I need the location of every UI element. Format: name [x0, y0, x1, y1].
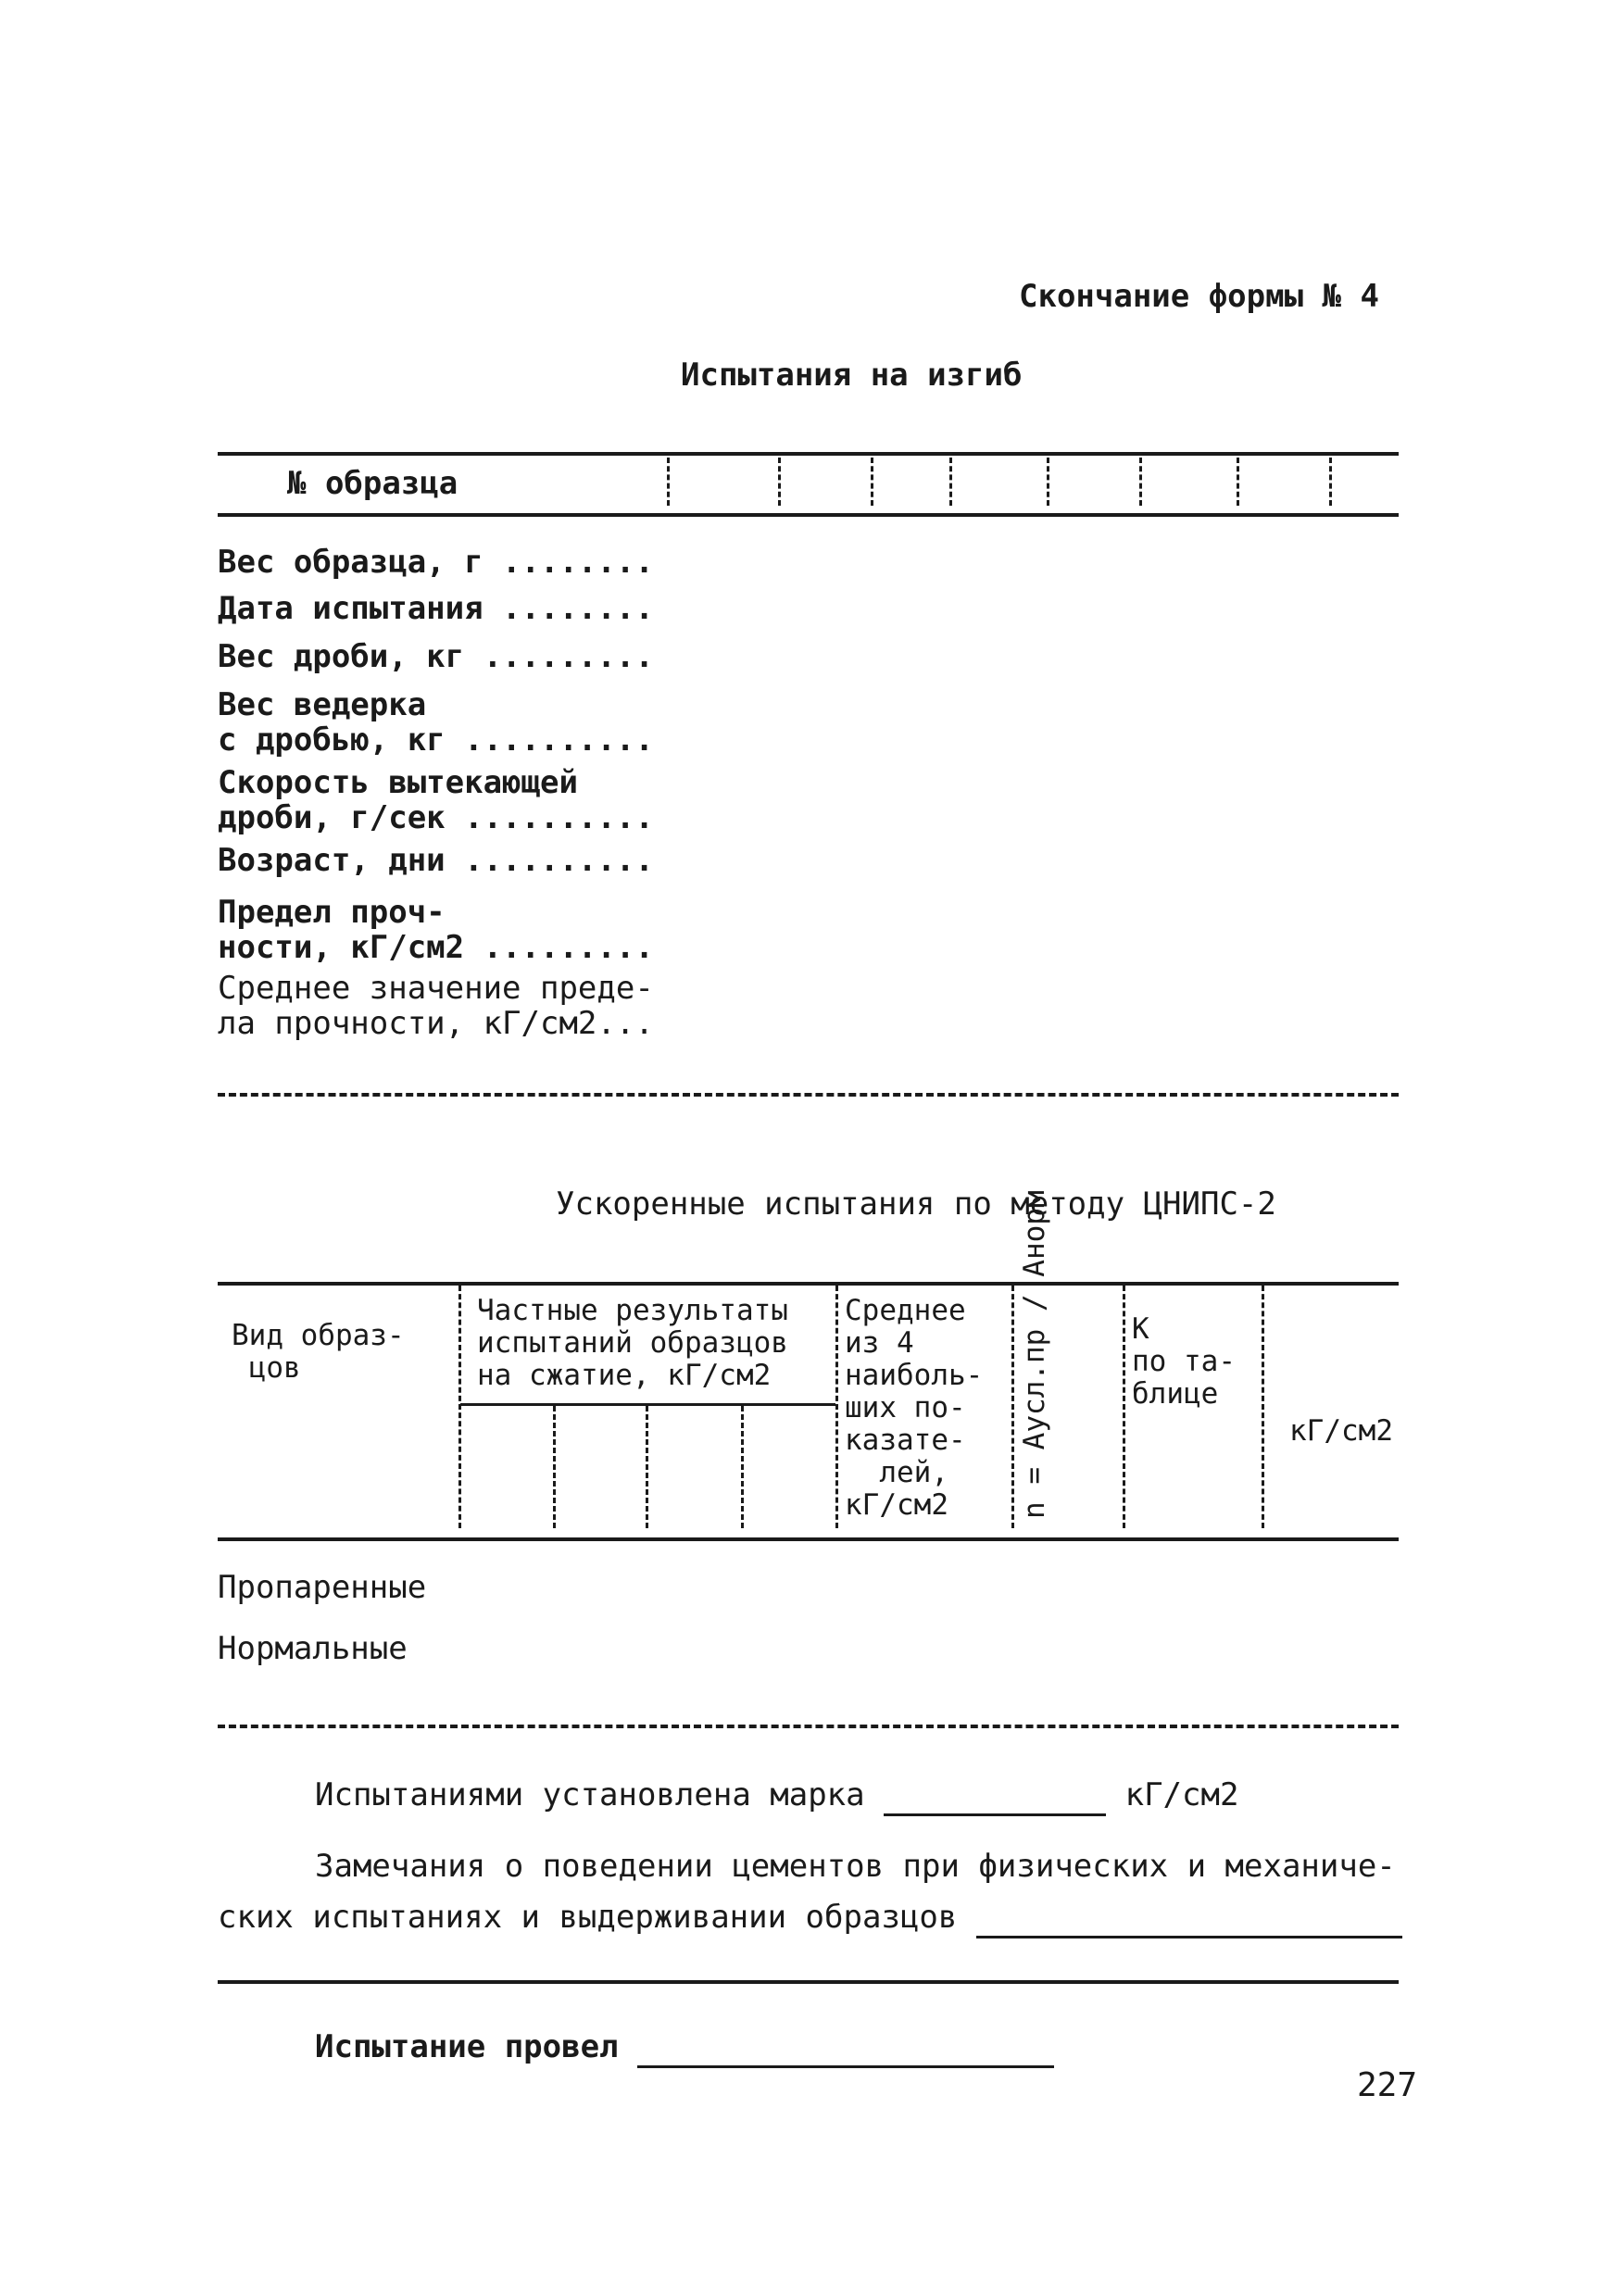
sample-number-header: № образца [287, 465, 458, 502]
sample-column-divider [1139, 458, 1142, 506]
grade-value-field[interactable] [884, 1776, 1106, 1816]
col-average-value: Среднее из 4 наиболь- ших по- казате- лей, кГ/см2 [845, 1294, 984, 1522]
accelerated-tests-title: Ускоренные испытания по методу ЦНИПС-2 [556, 1186, 1276, 1223]
table-row: Нормальные [218, 1630, 408, 1667]
list-item: Вес ведерка с дробью, кг .......... [218, 686, 654, 759]
accel-table-header-rule [218, 1537, 1399, 1541]
remarks-line-1: Замечания о поведении цементов при физических и механиче- [315, 1848, 1396, 1885]
accel-table-top-rule [218, 1282, 1399, 1286]
col-ratio-formula: n = Аусл.пр / Анорм [1018, 1190, 1051, 1519]
sample-column-divider [1329, 458, 1332, 506]
column-divider [835, 1286, 838, 1528]
table-header-rule [218, 513, 1399, 517]
list-item: Предел проч- ности, кГ/см2 ......... [218, 894, 654, 966]
table-top-rule [218, 452, 1399, 456]
column-divider [1262, 1286, 1264, 1528]
form-continuation-label: Скончание формы № 4 [1019, 278, 1379, 315]
column-divider [741, 1406, 744, 1528]
page-number: 227 [1357, 2066, 1418, 2104]
column-divider [458, 1286, 461, 1528]
tested-by-label: Испытание провел [315, 2028, 619, 2065]
remarks-line-2 [218, 1899, 1402, 1938]
list-item: Возраст, дни .......... [218, 842, 654, 879]
list-item: Дата испытания ........ [218, 590, 654, 627]
column-divider [1123, 1286, 1125, 1528]
tested-by-field[interactable] [637, 2028, 1054, 2068]
remarks-field[interactable] [976, 1899, 1402, 1938]
accel-table-bottom-rule [218, 1725, 1399, 1728]
column-divider [553, 1406, 556, 1528]
sample-column-divider [667, 458, 670, 506]
sample-column-divider [1047, 458, 1049, 506]
list-item: Вес образца, г ........ [218, 544, 654, 581]
grade-label: Испытаниями установлена марка [315, 1776, 865, 1813]
list-item: Скорость вытекающей дроби, г/сек .......... [218, 764, 654, 836]
list-item: Среднее значение преде- ла прочности, кГ/см2... [218, 970, 654, 1042]
table-bottom-rule [218, 1093, 1399, 1097]
grade-line [315, 1776, 1238, 1816]
bending-test-title: Испытания на изгиб [681, 357, 1023, 394]
remarks-second-line [218, 1980, 1399, 1984]
col-partial-results: Частные результаты испытаний образцов на сжатие, кГ/см2 [477, 1294, 788, 1392]
col-sample-kind: Вид образ- цов [232, 1319, 405, 1385]
remarks-label: ских испытаниях и выдерживании образцов [218, 1899, 958, 1936]
sample-column-divider [1237, 458, 1239, 506]
sample-column-divider [871, 458, 873, 506]
sample-column-divider [778, 458, 781, 506]
list-item: Вес дроби, кг ......... [218, 638, 654, 675]
grade-unit: кГ/см2 [1124, 1776, 1239, 1813]
tested-by-line [315, 2028, 1054, 2068]
col-unit: кГ/см2 [1289, 1414, 1393, 1448]
column-divider [1011, 1286, 1014, 1528]
column-divider [646, 1406, 648, 1528]
table-row: Пропаренные [218, 1569, 427, 1606]
sample-column-divider [949, 458, 952, 506]
col-k-from-table: К по та- блице [1132, 1312, 1236, 1411]
